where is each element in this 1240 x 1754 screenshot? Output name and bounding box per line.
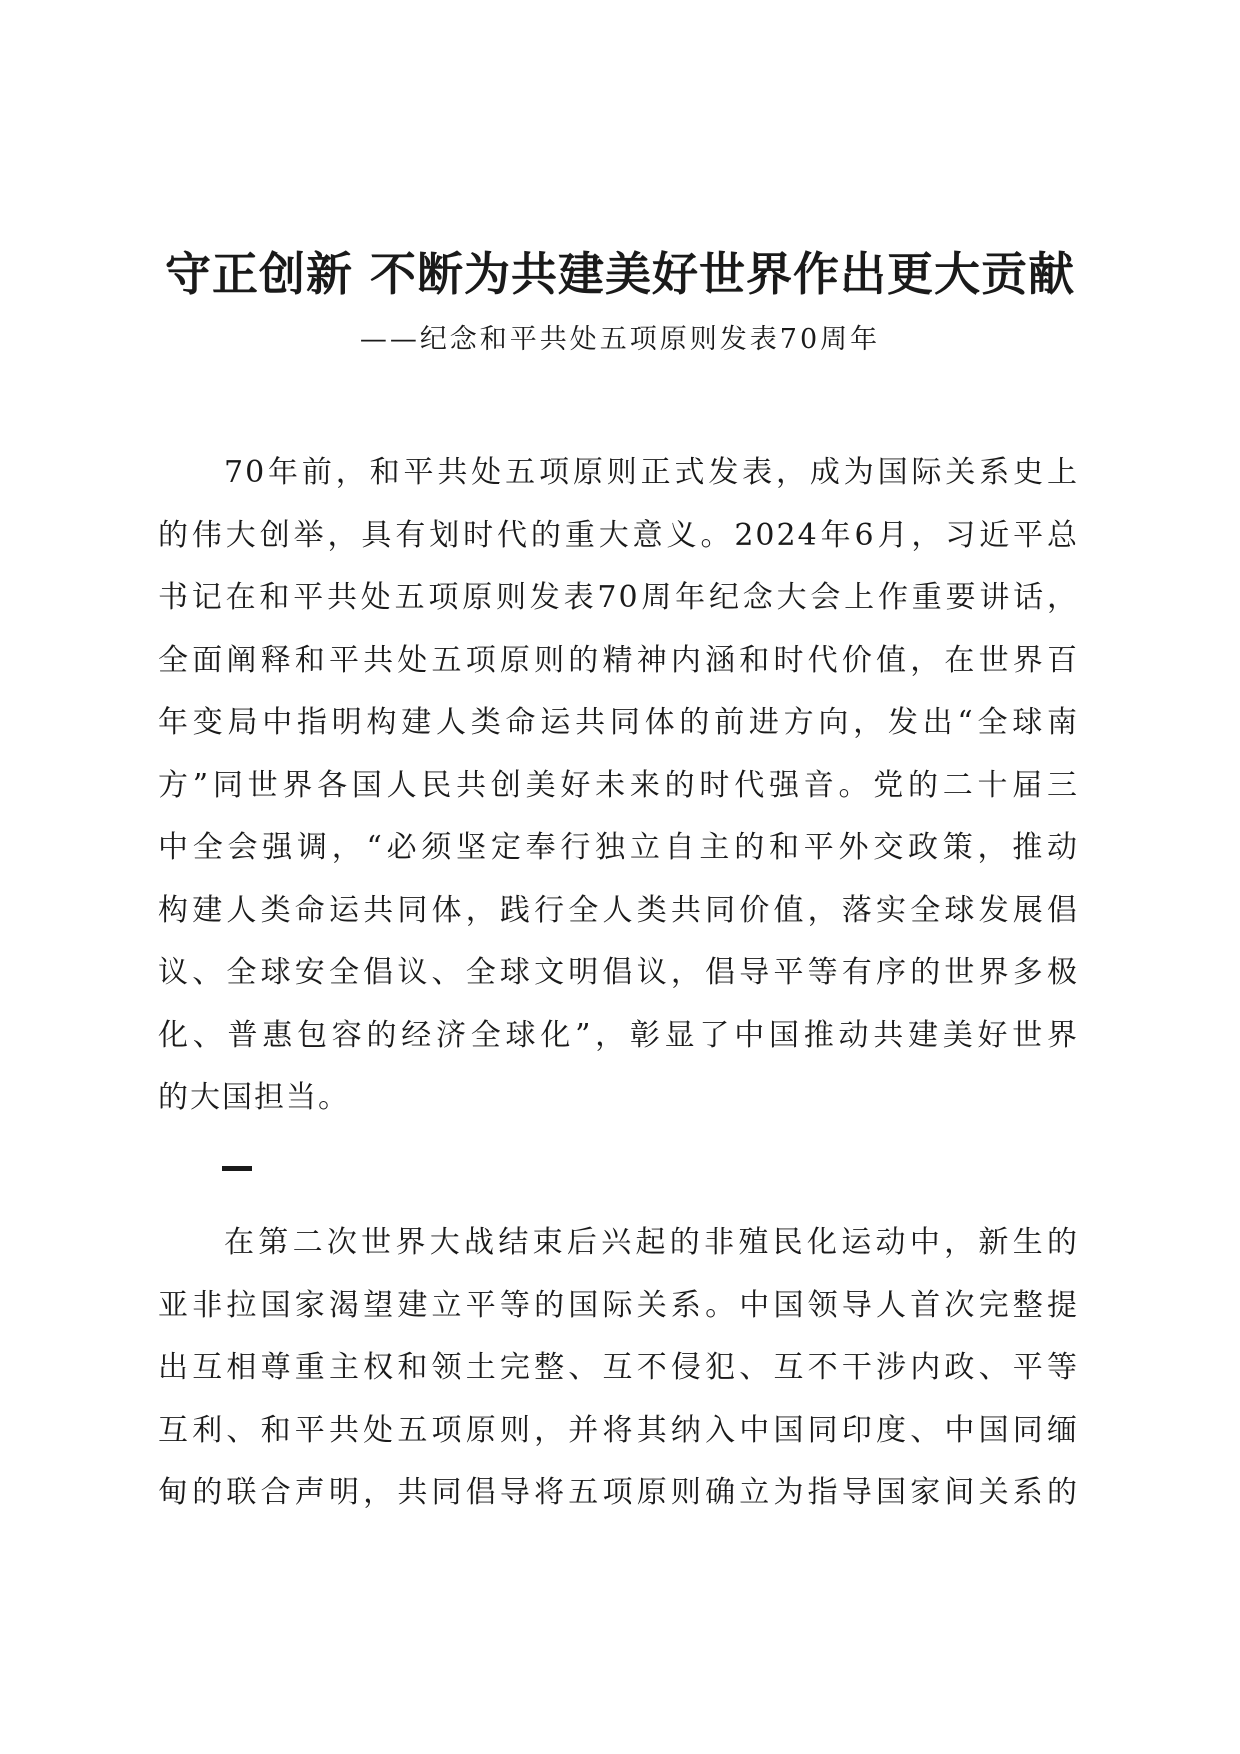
- paragraph-2: [158, 1212, 1079, 1525]
- page-subtitle: ——纪念和平共处五项原则发表70周年: [359, 324, 881, 355]
- paragraph-line: 在第二次世界大战结束后兴起的非殖民化运动中，新生的: [224, 1225, 1079, 1260]
- paragraph-line: 中全会强调，“必须坚定奉行独立自主的和平外交政策，推动: [158, 830, 1079, 865]
- paragraph-line: 全面阐释和平共处五项原则的精神内涵和时代价值，在世界百: [158, 642, 1079, 678]
- paragraph-line: 构建人类命运共同体，践行全人类共同价值，落实全球发展倡: [158, 892, 1079, 928]
- paragraph-line: 方”同世界各国人民共创美好未来的时代强音。党的二十届三: [158, 767, 1079, 803]
- paragraph-line: 70年前，和平共处五项原则正式发表，成为国际关系史上: [224, 455, 1079, 490]
- paragraph-1: [158, 442, 1079, 1130]
- paragraph-line: 互利、和平共处五项原则，并将其纳入中国同印度、中国同缅: [158, 1412, 1079, 1448]
- section-marker-text: [222, 1150, 252, 1186]
- paragraph-line: 年变局中指明构建人类命运共同体的前进方向，发出“全球南: [158, 705, 1079, 740]
- paragraph-line: 甸的联合声明，共同倡导将五项原则确立为指导国家间关系的: [158, 1475, 1079, 1510]
- paragraph-line: 化、普惠包容的经济全球化”，彰显了中国推动共建美好世界: [158, 1017, 1079, 1053]
- paragraph-line: 亚非拉国家渴望建立平等的国际关系。中国领导人首次完整提: [158, 1287, 1079, 1323]
- paragraph-line: 的伟大创举，具有划时代的重大意义。2024年6月，习近平总: [158, 517, 1079, 553]
- page-title: 守正创新 不断为共建美好世界作出更大贡献: [164, 247, 1075, 301]
- paragraph-line: 的大国担当。: [158, 1080, 350, 1115]
- paragraph-line: 议、全球安全倡议、全球文明倡议，倡导平等有序的世界多极: [158, 955, 1079, 990]
- paragraph-line: 出互相尊重主权和领土完整、互不侵犯、互不干涉内政、平等: [158, 1350, 1079, 1385]
- paragraph-line: 书记在和平共处五项原则发表70周年纪念大会上作重要讲话，: [158, 580, 1079, 615]
